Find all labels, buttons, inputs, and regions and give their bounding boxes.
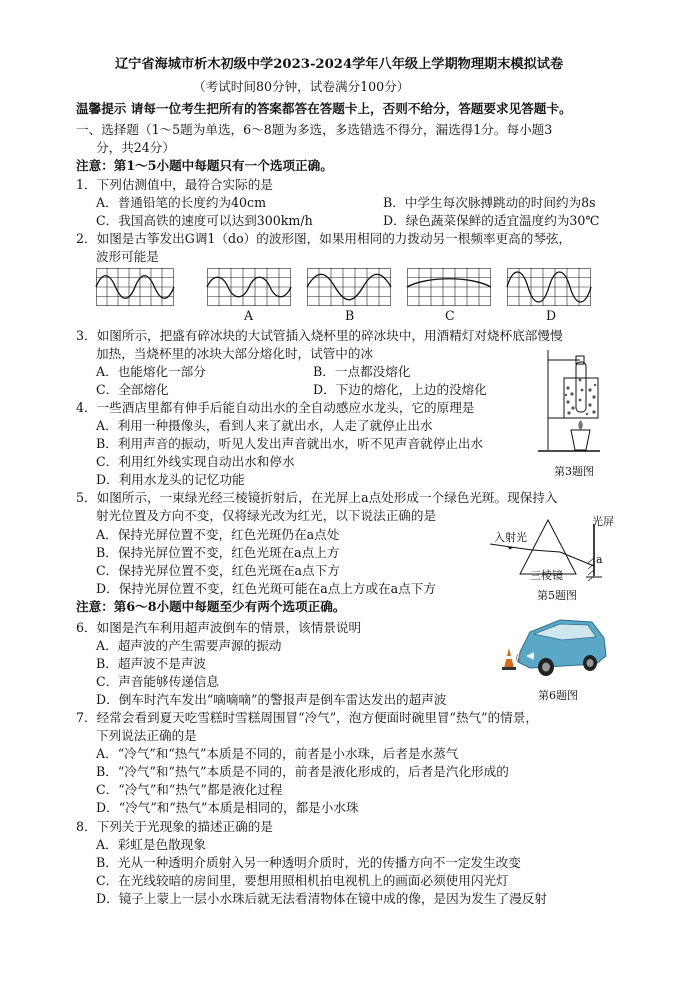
q7-stem-line2: 下列说法正确的是 [96, 728, 197, 743]
q7-option-a: A．“冷气”和“热气”本质是不同的，前者是小水珠，后者是水蒸气 [96, 746, 459, 761]
q3-option-a: A．也能熔化一部分 [96, 364, 206, 379]
q8-option-b: B．光从一种透明介质射入另一种透明介质时，光的传播方向不一定发生改变 [96, 855, 521, 870]
q5-screen-label: 光屏 [592, 515, 614, 528]
q5-point-a-label: a [596, 553, 603, 566]
q5-prism-label: 三棱镜 [530, 569, 563, 582]
waveform-option-d [507, 268, 591, 306]
q6-option-c: C．声音能够传递信息 [96, 674, 219, 689]
q6-figure-caption: 第6题图 [538, 689, 578, 702]
q7-option-c: C．“冷气”和“热气”都是液化过程 [96, 782, 283, 797]
q5-incident-light-label: 入射光 [494, 531, 527, 544]
q8-stem: 8．下列关于光现象的描述正确的是 [76, 819, 273, 834]
q3-figure-caption: 第3题图 [554, 465, 594, 478]
q3-option-d: D．下边的熔化，上边的没熔化 [313, 382, 487, 397]
q1-option-c: C．我国高铁的速度可以达到300km/h [96, 213, 313, 228]
q5-option-c: C．保持光屏位置不变，红色光斑在a点下方 [96, 563, 340, 578]
q5-option-a: A．保持光屏位置不变，红色光斑仍在a点处 [96, 527, 340, 542]
waveform-reference [96, 268, 174, 306]
q6-car-figure [500, 612, 608, 682]
q6-option-a: A．超声波的产生需要声源的振动 [96, 638, 282, 653]
q1-option-a: A．普通铅笔的长度约为40cm [96, 195, 267, 210]
q7-stem-line1: 7．经常会看到夏天吃雪糕时雪糕周围冒“冷气”，泡方便面时碗里冒“热气”的情景， [76, 710, 538, 725]
q5-stem-line2: 射光位置及方向不变，仅将绿光改为红光，以下说法正确的是 [96, 508, 437, 523]
q3-stem-line1: 3．如图所示，把盛有碎冰块的大试管插入烧杯里的碎冰块中，用酒精灯对烧杯底部慢慢 [76, 328, 563, 343]
q3-option-b: B．一点都没熔化 [313, 364, 411, 379]
waveform-label-c: C [445, 308, 455, 323]
q3-stem-line2: 加热，当烧杯里的冰块大部分熔化时，试管中的冰 [96, 346, 374, 361]
q4-option-a: A．利用一种摄像头，看到人来了就出水，人走了就停止出水 [96, 418, 433, 433]
waveform-option-c [407, 268, 491, 306]
section-intro-line2: 分，共24分） [96, 140, 175, 155]
q7-option-b: B．“冷气”和“热气”本质是不同的，前者是液化形成的，后者是汽化形成的 [96, 764, 509, 779]
section-intro-line1: 一、选择题（1～5题为单选，6～8题为多选，多选错选不得分，漏选得1分。每小题3 [76, 122, 553, 137]
q7-option-d: D．“冷气”和“热气”本质是相同的，都是小水珠 [96, 800, 359, 815]
waveform-label-a: A [244, 308, 254, 323]
q1-option-d: D．绿色蔬菜保鲜的适宜温度约为30℃ [383, 213, 600, 228]
q3-apparatus-figure [538, 350, 604, 460]
q8-option-c: C．在光线较暗的房间里，要想用照相机拍电视机上的画面必须使用闪光灯 [96, 873, 509, 888]
exam-subtitle: （考试时间80分钟，试卷满分100分） [193, 79, 410, 94]
q3-option-c: C．全部熔化 [96, 382, 169, 397]
q2-stem-line1: 2．如图是古筝发出G调1（do）的波形图，如果用相同的力拨动另一根频率更高的琴弦， [76, 231, 572, 246]
q5-option-b: B．保持光屏位置不变，红色光斑在a点上方 [96, 545, 340, 560]
note-single-choice: 注意：第1～5小题中每题只有一个选项正确。 [76, 158, 333, 173]
q4-option-c: C．利用红外线实现自动出水和停水 [96, 454, 295, 469]
waveform-option-a [207, 268, 291, 306]
q8-option-a: A．彩虹是色散现象 [96, 837, 206, 852]
warm-tip: 温馨提示 请每一位考生把所有的答案都答在答题卡上，否则不给分，答题要求见答题卡。 [76, 101, 572, 116]
q6-option-d: D．倒车时汽车发出“嘀嘀嘀”的警报声是倒车雷达发出的超声波 [96, 692, 447, 707]
q2-stem-line2: 波形可能是 [96, 249, 159, 264]
q8-option-d: D．镜子上蒙上一层小水珠后就无法看清物体在镜中成的像，是因为发生了漫反射 [96, 891, 547, 906]
q1-option-b: B．中学生每次脉搏跳动的时间约为8s [383, 195, 596, 210]
q4-option-d: D．利用水龙头的记忆功能 [96, 472, 245, 487]
q5-stem-line1: 5．如图所示，一束绿光经三棱镜折射后，在光屏上a点处形成一个绿色光斑。现保持入 [76, 490, 558, 505]
exam-title: 辽宁省海城市析木初级中学2023-2024学年八年级上学期物理期末模拟试卷 [115, 57, 564, 72]
q4-option-b: B．利用声音的振动，听见人发出声音就出水，听不见声音就停止出水 [96, 436, 484, 451]
q4-stem: 4．一些酒店里都有伸手后能自动出水的全自动感应水龙头，它的原理是 [76, 400, 475, 415]
waveform-label-b: B [345, 308, 355, 323]
waveform-label-d: D [546, 308, 557, 323]
note-multi-choice: 注意：第6～8小题中每题至少有两个选项正确。 [76, 599, 346, 614]
q6-option-b: B．超声波不是声波 [96, 656, 207, 671]
q6-stem: 6．如图是汽车利用超声波倒车的情景，该情景说明 [76, 620, 362, 635]
q1-stem: 1．下列估测值中，最符合实际的是 [76, 177, 273, 192]
q5-option-d: D．保持光屏位置不变，红色光斑可能在a点上方或在a点下方 [96, 581, 436, 596]
waveform-option-b [307, 268, 391, 306]
q5-figure-caption: 第5题图 [537, 589, 577, 602]
